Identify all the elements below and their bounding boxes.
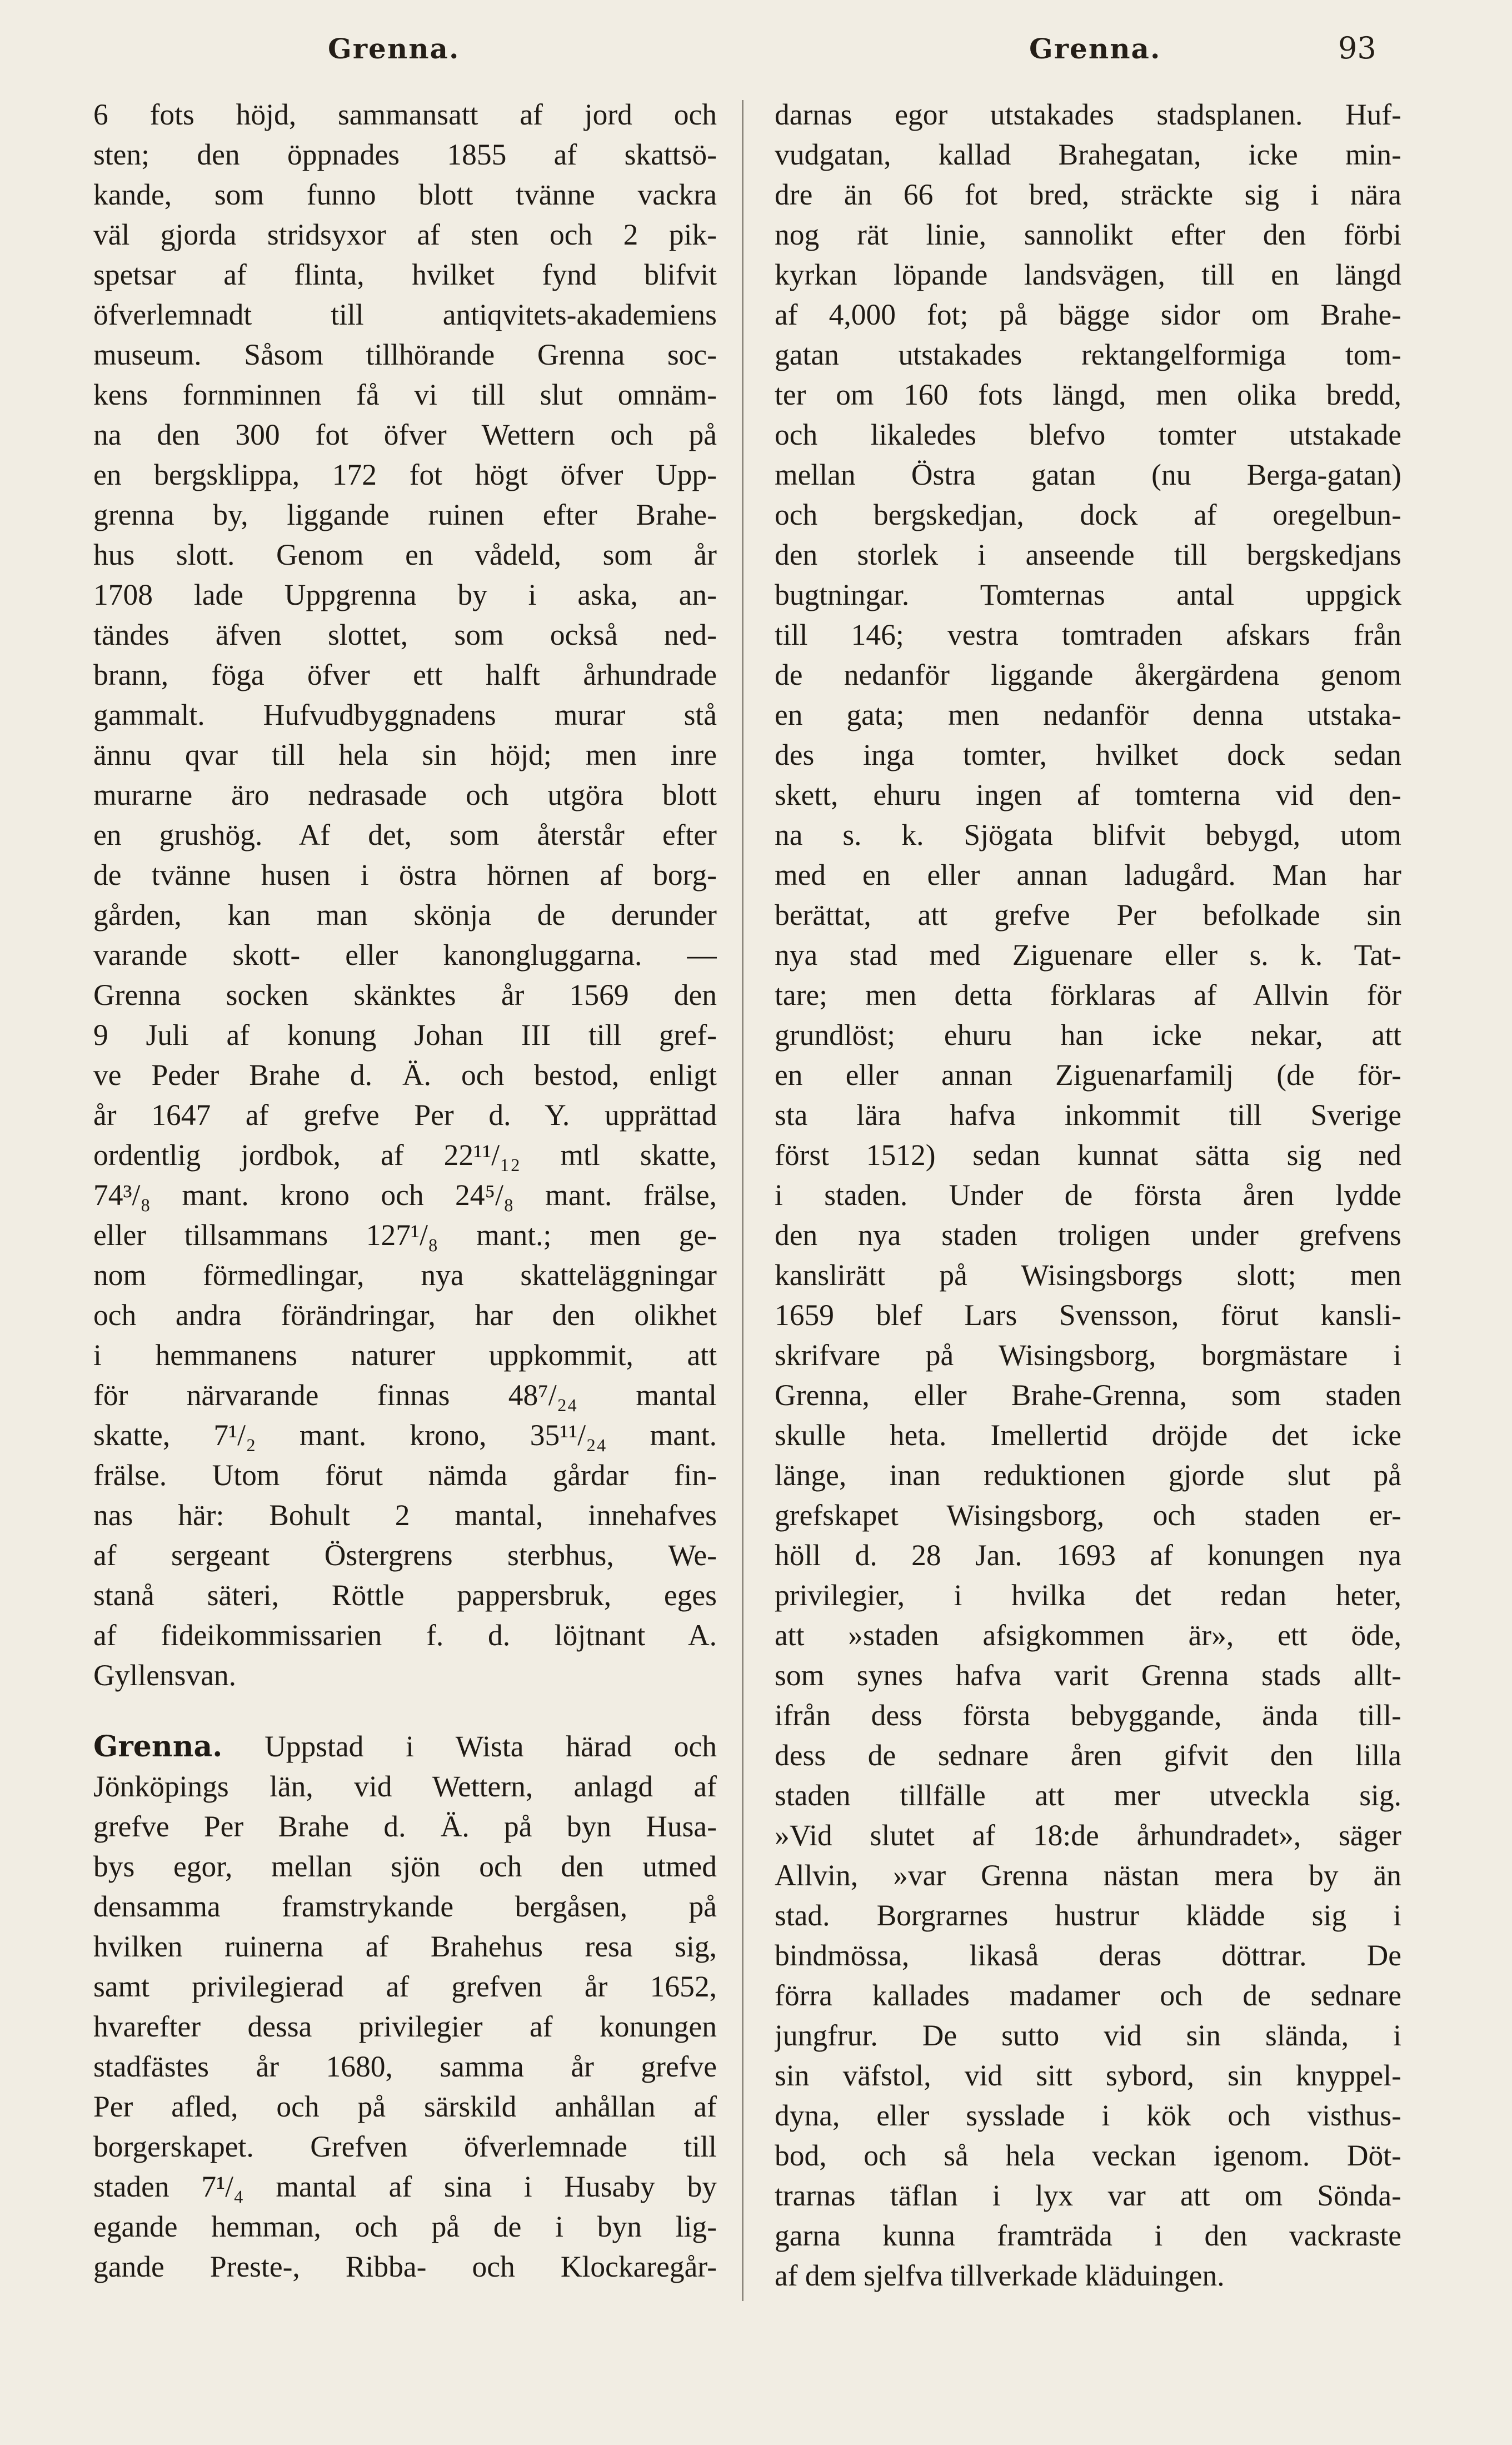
text-line: länge, inan reduktionen gjorde slut på — [775, 1458, 1401, 1492]
left-column — [93, 94, 717, 2287]
text-line: nog rät linie, sannolikt efter den förbi — [775, 218, 1401, 251]
text-line: och likaledes blefvo tomter utstakade — [775, 418, 1401, 451]
text-line: Allvin, »var Grenna nästan mera by än — [775, 1859, 1401, 1892]
text-line: ordentlig jordbok, af 22¹¹/₁₂ mtl skatte, — [93, 1138, 717, 1172]
text-line: de nedanför liggande åkergärdena genom — [775, 658, 1401, 691]
text-line: skett, ehuru ingen af tomterna vid den- — [775, 778, 1401, 811]
text-line: den storlek i anseende till bergskedjans — [775, 538, 1401, 571]
text-line: med en eller annan ladugård. Man har — [775, 858, 1401, 892]
text-line: darnas egor utstakades stadsplanen. Huf- — [775, 98, 1401, 131]
text-line: 74³/₈ mant. krono och 24⁵/₈ mant. frälse, — [93, 1178, 717, 1212]
text-line: i staden. Under de första åren lydde — [775, 1178, 1401, 1212]
text-line: att »staden afsigkommen är», ett öde, — [775, 1619, 1401, 1652]
text-line: densamma framstrykande bergåsen, på — [93, 1890, 717, 1923]
text-line: och bergskedjan, dock af oregelbun- — [775, 498, 1401, 531]
text-line: sta lära hafva inkommit till Sverige — [775, 1098, 1401, 1132]
text-line: nya stad med Ziguenare eller s. k. Tat- — [775, 938, 1401, 972]
text-line: spetsar af flinta, hvilket fynd blifvit — [93, 258, 717, 291]
text-line: kens fornminnen få vi till slut omnäm- — [93, 378, 717, 411]
text-line: af fideikommissarien f. d. löjtnant A. — [93, 1619, 717, 1652]
text-line: varande skott- eller kanongluggarna. — — [93, 938, 717, 972]
text-line: en eller annan Ziguenarfamilj (de för- — [775, 1058, 1401, 1092]
text-line: den nya staden troligen under grefvens — [775, 1218, 1401, 1252]
text-line: Gyllensvan. — [93, 1659, 237, 1692]
text-line: de tvänne husen i östra hörnen af borg- — [93, 858, 717, 892]
text-line: dyna, eller sysslade i kök och visthus- — [775, 2099, 1401, 2132]
text-line: tare; men detta förklaras af Allvin för — [775, 978, 1401, 1012]
text-line: som synes hafva varit Grenna stads allt- — [775, 1659, 1401, 1692]
text-line: bugtningar. Tomternas antal uppgick — [775, 578, 1401, 611]
text-line: kande, som funno blott tvänne vackra — [93, 178, 717, 211]
text-line: för närvarande finnas 48⁷/₂₄ mantal — [93, 1378, 717, 1412]
text-line: Grenna, eller Brahe-Grenna, som staden — [775, 1378, 1401, 1412]
text-line: sten; den öppnades 1855 af skattsö- — [93, 138, 717, 171]
text-line: kanslirätt på Wisingsborgs slott; men — [775, 1258, 1401, 1292]
text-line: skrifvare på Wisingsborg, borgmästare i — [775, 1338, 1401, 1372]
text-line: dess de sednare åren gifvit den lilla — [775, 1739, 1401, 1772]
text-line: Grenna socken skänktes år 1569 den — [93, 978, 717, 1012]
text-line: tändes äfven slottet, som också ned- — [93, 618, 717, 651]
text-line: bys egor, mellan sjön och den utmed — [93, 1850, 717, 1883]
text-line: na den 300 fot öfver Wettern och på — [93, 418, 717, 451]
text-line: ve Peder Brahe d. Ä. och bestod, enligt — [93, 1058, 717, 1092]
text-line: en gata; men nedanför denna utstaka- — [775, 698, 1401, 731]
text-line: berättat, att grefve Per befolkade sin — [775, 898, 1401, 932]
text-line: staden 7¹/₄ mantal af sina i Husaby by — [93, 2170, 717, 2203]
text-line: dre än 66 fot bred, sträckte sig i nära — [775, 178, 1401, 211]
text-line: hvilken ruinerna af Brahehus resa sig, — [93, 1930, 717, 1963]
text-line: grefskapet Wisingsborg, och staden er- — [775, 1498, 1401, 1532]
text-line: skulle heta. Imellertid dröjde det icke — [775, 1418, 1401, 1452]
text-line: murarne äro nedrasade och utgöra blott — [93, 778, 717, 811]
text-line: stad. Borgrarnes hustrur klädde sig i — [775, 1899, 1401, 1932]
text-line: jungfrur. De sutto vid sin slända, i — [775, 2019, 1401, 2052]
text-line: mellan Östra gatan (nu Berga-gatan) — [775, 458, 1401, 491]
text-line: och andra förändringar, har den olikhet — [93, 1298, 717, 1332]
text-line: borgerskapet. Grefven öfverlemnade till — [93, 2130, 717, 2163]
running-head-right: Grenna. — [1029, 32, 1161, 65]
text-line: des inga tomter, hvilket dock sedan — [775, 738, 1401, 771]
text-line: gande Preste-, Ribba- och Klockaregår- — [93, 2250, 717, 2283]
text-line: af dem sjelfva tillverkade kläduingen. — [775, 2259, 1225, 2292]
text-line: af sergeant Östergrens sterbhus, We- — [93, 1538, 717, 1572]
text-line: gammalt. Hufvudbyggnadens murar stå — [93, 698, 717, 731]
text-line: staden tillfälle att mer utveckla sig. — [775, 1779, 1401, 1812]
text-line: privilegier, i hvilka det redan heter, — [775, 1578, 1401, 1612]
text-line: na s. k. Sjögata blifvit bebygd, utom — [775, 818, 1401, 851]
text-line: »Vid slutet af 18:de århundradet», säger — [775, 1819, 1401, 1852]
text-line: af 4,000 fot; på bägge sidor om Brahe- — [775, 298, 1401, 331]
text-line: Jönköpings län, vid Wettern, anlagd af — [93, 1770, 717, 1803]
right-column — [775, 94, 1401, 2295]
text-line: gården, kan man skönja de derunder — [93, 898, 717, 932]
text-line: höll d. 28 Jan. 1693 af konungen nya — [775, 1538, 1401, 1572]
text-line: hus slott. Genom en vådeld, som år — [93, 538, 717, 571]
text-line: ter om 160 fots längd, men olika bredd, — [775, 378, 1401, 411]
text-line: eller tillsammans 127¹/₈ mant.; men ge- — [93, 1218, 717, 1252]
text-line: en bergsklippa, 172 fot högt öfver Upp- — [93, 458, 717, 491]
text-line: grenna by, liggande ruinen efter Brahe- — [93, 498, 717, 531]
text-line: samt privilegierad af grefven år 1652, — [93, 1970, 717, 2003]
text-line: 6 fots höjd, sammansatt af jord och — [93, 98, 717, 131]
text-line: till 146; vestra tomtraden afskars från — [775, 618, 1401, 651]
entry-first-line-text: Uppstad i Wista härad och — [265, 1730, 717, 1763]
text-line: ännu qvar till hela sin höjd; men inre — [93, 738, 717, 771]
text-line: Per afled, och på särskild anhållan af — [93, 2090, 717, 2123]
text-line: väl gjorda stridsyxor af sten och 2 pik- — [93, 218, 717, 251]
page-number: 93 — [1338, 31, 1376, 66]
text-line: grundlöst; ehuru han icke nekar, att — [775, 1018, 1401, 1052]
text-line: 1659 blef Lars Svensson, förut kansli- — [775, 1298, 1401, 1332]
text-line: trarnas täflan i lyx var att om Sönda- — [775, 2179, 1401, 2212]
text-line: 1708 lade Uppgrenna by i aska, an- — [93, 578, 717, 611]
text-line: i hemmanens naturer uppkommit, att — [93, 1338, 717, 1372]
column-divider — [742, 100, 743, 2301]
text-line: sin väfstol, vid sitt sybord, sin knyppel- — [775, 2059, 1401, 2092]
text-line: år 1647 af grefve Per d. Y. upprättad — [93, 1098, 717, 1132]
text-line: 9 Juli af konung Johan III till gref- — [93, 1018, 717, 1052]
text-line: stadfästes år 1680, samma år grefve — [93, 2050, 717, 2083]
text-line: en grushög. Af det, som återstår efter — [93, 818, 717, 851]
text-line: ifrån dess första bebyggande, ända till- — [775, 1699, 1401, 1732]
text-line: kyrkan löpande landsvägen, till en längd — [775, 258, 1401, 291]
text-line: skatte, 7¹/₂ mant. krono, 35¹¹/₂₄ mant. — [93, 1418, 717, 1452]
paragraph-gap — [93, 1695, 717, 1726]
entry-headword: Grenna. — [93, 1730, 223, 1764]
text-line: museum. Såsom tillhörande Grenna soc- — [93, 338, 717, 371]
text-line: nas här: Bohult 2 mantal, innehafves — [93, 1498, 717, 1532]
text-line: garna kunna framträda i den vackraste — [775, 2219, 1401, 2252]
text-line: grefve Per Brahe d. Ä. på byn Husa- — [93, 1810, 717, 1843]
text-line: brann, föga öfver ett halft århundrade — [93, 658, 717, 691]
text-line: hvarefter dessa privilegier af konungen — [93, 2010, 717, 2043]
text-line: nom förmedlingar, nya skatteläggningar — [93, 1258, 717, 1292]
text-line: öfverlemnadt till antiqvitets-akademiens — [93, 298, 717, 331]
text-line: bindmössa, likaså deras döttrar. De — [775, 1939, 1401, 1972]
running-head-left: Grenna. — [328, 32, 460, 65]
entry-first-line — [93, 1726, 717, 1766]
text-line: frälse. Utom förut nämda gårdar fin- — [93, 1458, 717, 1492]
text-line: gatan utstakades rektangelformiga tom- — [775, 338, 1401, 371]
text-line: förra kallades madamer och de sednare — [775, 1979, 1401, 2012]
text-line: vudgatan, kallad Brahegatan, icke min- — [775, 138, 1401, 171]
text-line: bod, och så hela veckan igenom. Döt- — [775, 2139, 1401, 2172]
text-line: stanå säteri, Röttle pappersbruk, eges — [93, 1578, 717, 1612]
text-line: egande hemman, och på de i byn lig- — [93, 2210, 717, 2243]
text-line: först 1512) sedan kunnat sätta sig ned — [775, 1138, 1401, 1172]
